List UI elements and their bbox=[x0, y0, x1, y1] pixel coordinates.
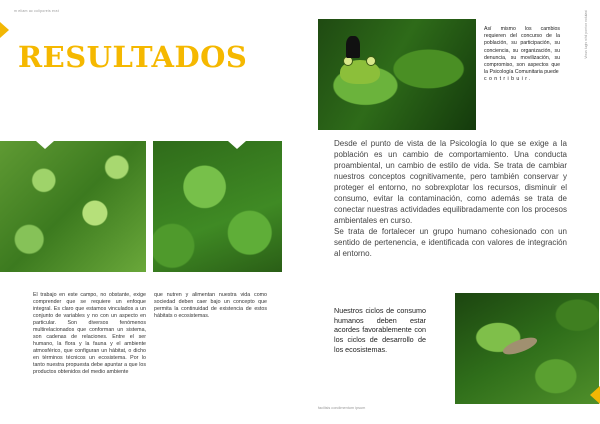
pull-quote bbox=[484, 26, 560, 84]
caption-text: Nuestros ciclos de consumo humanos deben estar acordes favorablemente con los ciclos de desarrollo de los ecosistemas. bbox=[334, 306, 426, 354]
page-title: RESULTADOS bbox=[18, 40, 248, 74]
photo-notch-right bbox=[228, 141, 246, 149]
butterfly-figure bbox=[346, 36, 360, 58]
yellow-triangle-marker-right bbox=[590, 386, 600, 404]
body-paragraph-2: Se trata de fortalecer un grupo humano cohesionado con un sentido de pertenencia, e identificada con valores de integración al entorno. bbox=[334, 227, 567, 258]
running-header-right: Vinus lugis nihil porrion volutasi bbox=[584, 10, 588, 59]
photo-wet-leaves-right bbox=[153, 141, 282, 272]
yellow-triangle-marker-left bbox=[0, 22, 9, 38]
text-column-1: El trabajo en este campo, no obstante, exige comprender que se requiere un enfoque integral. Es claro que estamos vinculados a un conjunto de variables y no con un aspecto en particular. Son diversos fenómenos multirelacionados que conforman un sistema, son cadenas de relaciones. Entre el ser humano, la flora y la fauna y el ambiente atmosférico, que configuran un hábitat, o dicho en términos técnicos un ecosistema. Por lo tanto nuestra propuesta debe apuntar a que los productos obtenidos del medio ambiente bbox=[33, 292, 146, 375]
pull-quote-text: Así mismo los cambios requieren del concurso de la población, su participación, su conciencia, su organización, su denuncia, su movilización, su compromiso, son aspectos que la Psicología Comunitaria puede bbox=[484, 26, 560, 76]
photo-wet-leaves-left bbox=[0, 141, 146, 272]
body-paragraph-1: Desde el punto de vista de la Psicología lo que se exige a la población es un cambio de comportamiento. Una conducta proambiental, un cambio de estilo de vida. Se trata de cambiar nuestros conceptos cognitivamente, pero también conservar y proteger el entorno, no sobrexplotar los recursos, disminuir el consumo, evitar la contaminación, como además se trata de conectar nuestras actividades equilibradamente con los procesos ambientales en curso. bbox=[334, 139, 567, 225]
footer-text: facilisis condimentum ipsum bbox=[318, 406, 366, 410]
body-text bbox=[334, 138, 567, 259]
text-column-2: que nutren y alimentan nuestra vida como sociedad deben caer bajo un concepto que permita la continuidad de existencia de estos hábitats o ecosistemas. bbox=[154, 292, 267, 319]
frog-eye-right bbox=[366, 56, 376, 66]
pull-quote-last-word: contribuir. bbox=[484, 76, 533, 83]
running-header-left: m eliam ac coliporeis erat bbox=[14, 9, 59, 13]
photo-notch-left bbox=[36, 141, 54, 149]
